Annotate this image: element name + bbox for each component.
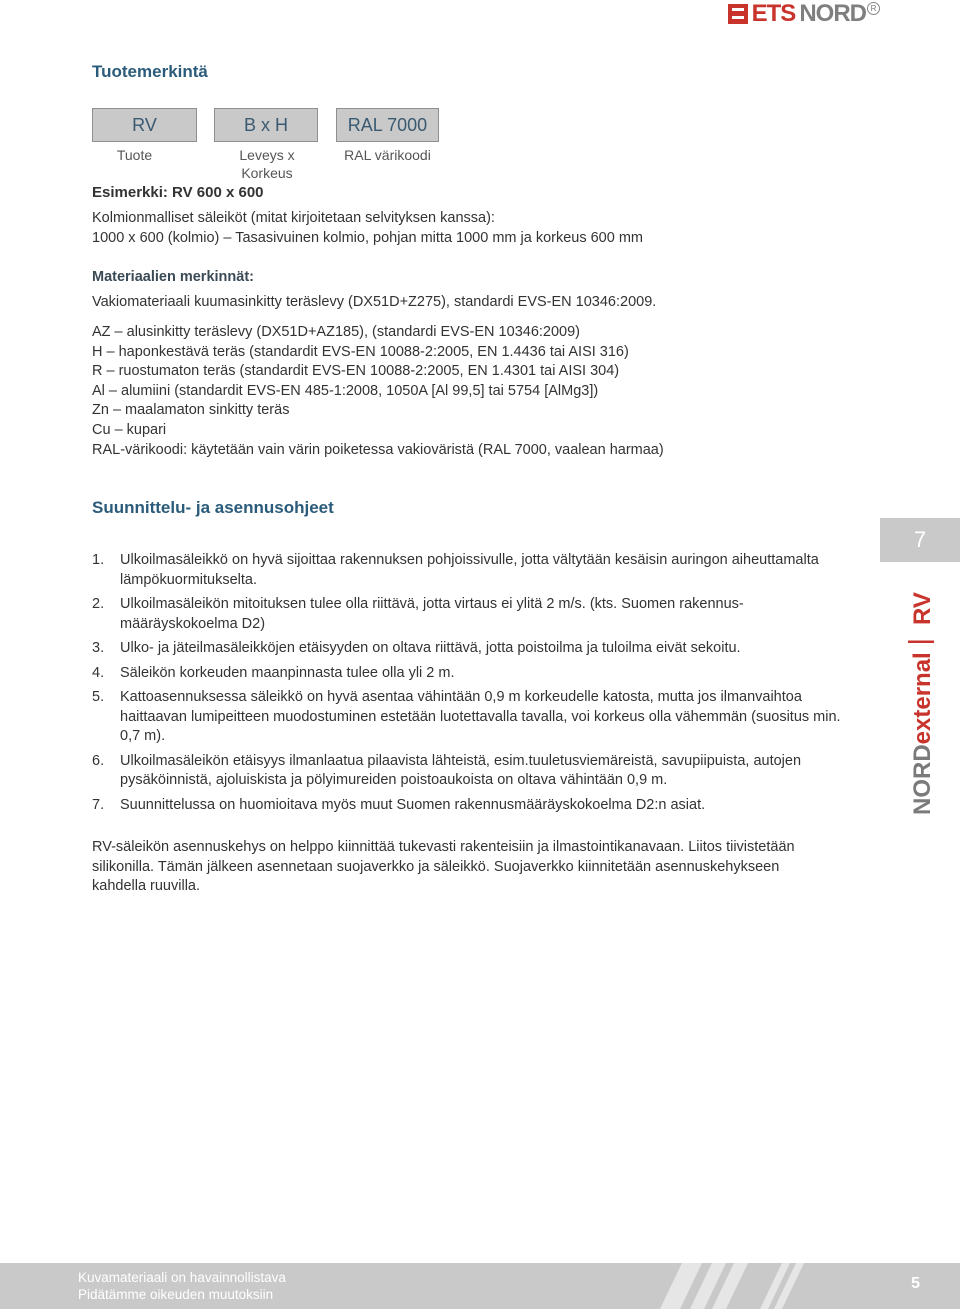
svg-text:NORDexternal [909, 652, 936, 815]
logo-nord-text: NORD [799, 0, 866, 27]
section-title-design: Suunnittelu- ja asennusohjeet [92, 498, 334, 517]
vertical-brand-label [870, 570, 960, 820]
chapter-number-tab: 7 [880, 518, 960, 562]
material-al: Al – alumiini (standardit EVS-EN 485-1:2008, 1050A [Al 99,5] tai 5754 [AlMg3]) [92, 382, 599, 399]
ets-nord-logo [728, 0, 877, 27]
instruction-item: 1. Ulkoilmasäleikkö on hyvä sijoittaa rakennuksen pohjoissivulle, jotta vältytään kesäisin auringon aiheuttamalta lämpökuormitukselta. [92, 552, 819, 588]
instructions-list [92, 551, 852, 820]
material-zn: Zn – maalamaton sinkitty teräs [92, 402, 290, 419]
materials-list [92, 323, 664, 460]
material-cu: Cu – kupari [92, 421, 167, 438]
code-box-size: B x H [214, 108, 318, 142]
code-box-product: RV [92, 108, 197, 142]
footer-stripes-decoration [640, 1263, 900, 1309]
material-ral: RAL-värikoodi: käytetään vain värin poiketessa vakioväristä (RAL 7000, vaalean harmaa) [92, 441, 664, 458]
caption-size: Leveys x Korkeus [239, 147, 295, 181]
code-box-ral: RAL 7000 [336, 108, 439, 142]
triangle-line-1: Kolmionmalliset säleiköt (mitat kirjoitetaan selvityksen kanssa): [92, 210, 495, 226]
caption-ral: RAL värikoodi [344, 147, 431, 163]
instruction-item: 7. Suunnittelussa on huomioitava myös muut Suomen rakennusmääräyskokoelma D2:n asiat. [92, 796, 706, 813]
material-h: H – haponkestävä teräs (standardit EVS-EN 10088-2:2005, EN 1.4436 tai AISI 316) [92, 343, 629, 360]
instruction-item: 4. Säleikön korkeuden maanpinnasta tulee olla yli 2 m. [92, 664, 455, 681]
triangle-line-2: 1000 x 600 (kolmio) – Tasasivuinen kolmio, pohjan mitta 1000 mm ja korkeus 600 mm [92, 230, 643, 246]
footer-line-2: Pidätämme oikeuden muutoksiin [78, 1287, 274, 1302]
brand-divider [908, 641, 934, 644]
footer-line-1: Kuvamateriaali on havainnollistava [78, 1270, 286, 1285]
registered-icon: R [867, 2, 880, 15]
brand-nord-text: NORD [909, 744, 936, 815]
brand-external-text: external [909, 652, 936, 745]
instruction-item: 6. Ulkoilmasäleikön etäisyys ilmanlaatua pilaavista lähteistä, esim.tuuletusviemäreistä, savupiipuista, autojen pysäköinnistä, ajoluiskista ja pölyimureiden poistoaukoista on oltava vähintään 0,9 m. [92, 752, 802, 788]
install-paragraph: RV-säleikön asennuskehys on helppo kiinnittää tukevasti rakenteisiin ja ilmastointikanavaan. Liitos tiivistetään silikonilla. Tämän jälkeen asennetaan suojaverkko ja säleikkö. Suojaverkko kiinnitetään asennuskehykseen kahdella ruuvilla. [92, 839, 795, 894]
material-az: AZ – alusinkitty teräslevy (DX51D+AZ185), (standardi EVS-EN 10346:2009) [92, 324, 580, 340]
instruction-item: 5. Kattoasennuksessa säleikkö on hyvä asentaa vähintään 0,9 m korkeudelle katosta, mutta jos ilmanvaihtoa haittaavan lumipeitteen muodostuminen estetään luotettavalla tavalla, voi korkeus olla vähemmän (suositus min. 0,7 m). [92, 689, 841, 744]
caption-product: Tuote [116, 147, 153, 163]
footer-notes [78, 1269, 286, 1303]
product-code-text: RV [909, 592, 936, 625]
logo-mark-icon [728, 4, 748, 24]
page-number: 5 [911, 1275, 920, 1292]
material-r: R – ruostumaton teräs (standardit EVS-EN 10088-2:2005, EN 1.4301 tai AISI 304) [92, 363, 620, 380]
materials-intro: Vakiomateriaali kuumasinkitty teräslevy (DX51D+Z275), standardi EVS-EN 10346:2009. [92, 294, 657, 310]
example-code: Esimerkki: RV 600 x 600 [92, 184, 264, 201]
logo-ets-text: ETS [751, 0, 796, 27]
instruction-item: 2. Ulkoilmasäleikön mitoituksen tulee olla riittävä, jotta virtaus ei ylitä 2 m/s. (kts. Suomen rakennus-määräyskokoelma D2) [92, 596, 744, 632]
materials-heading: Materiaalien merkinnät: [92, 269, 254, 285]
section-title-product-marking: Tuotemerkintä [92, 62, 208, 81]
instruction-item: 3. Ulko- ja jäteilmasäleikköjen etäisyyden on oltava riittävä, jotta poistoilma ja tuloilma eivät sekoitu. [92, 640, 741, 656]
